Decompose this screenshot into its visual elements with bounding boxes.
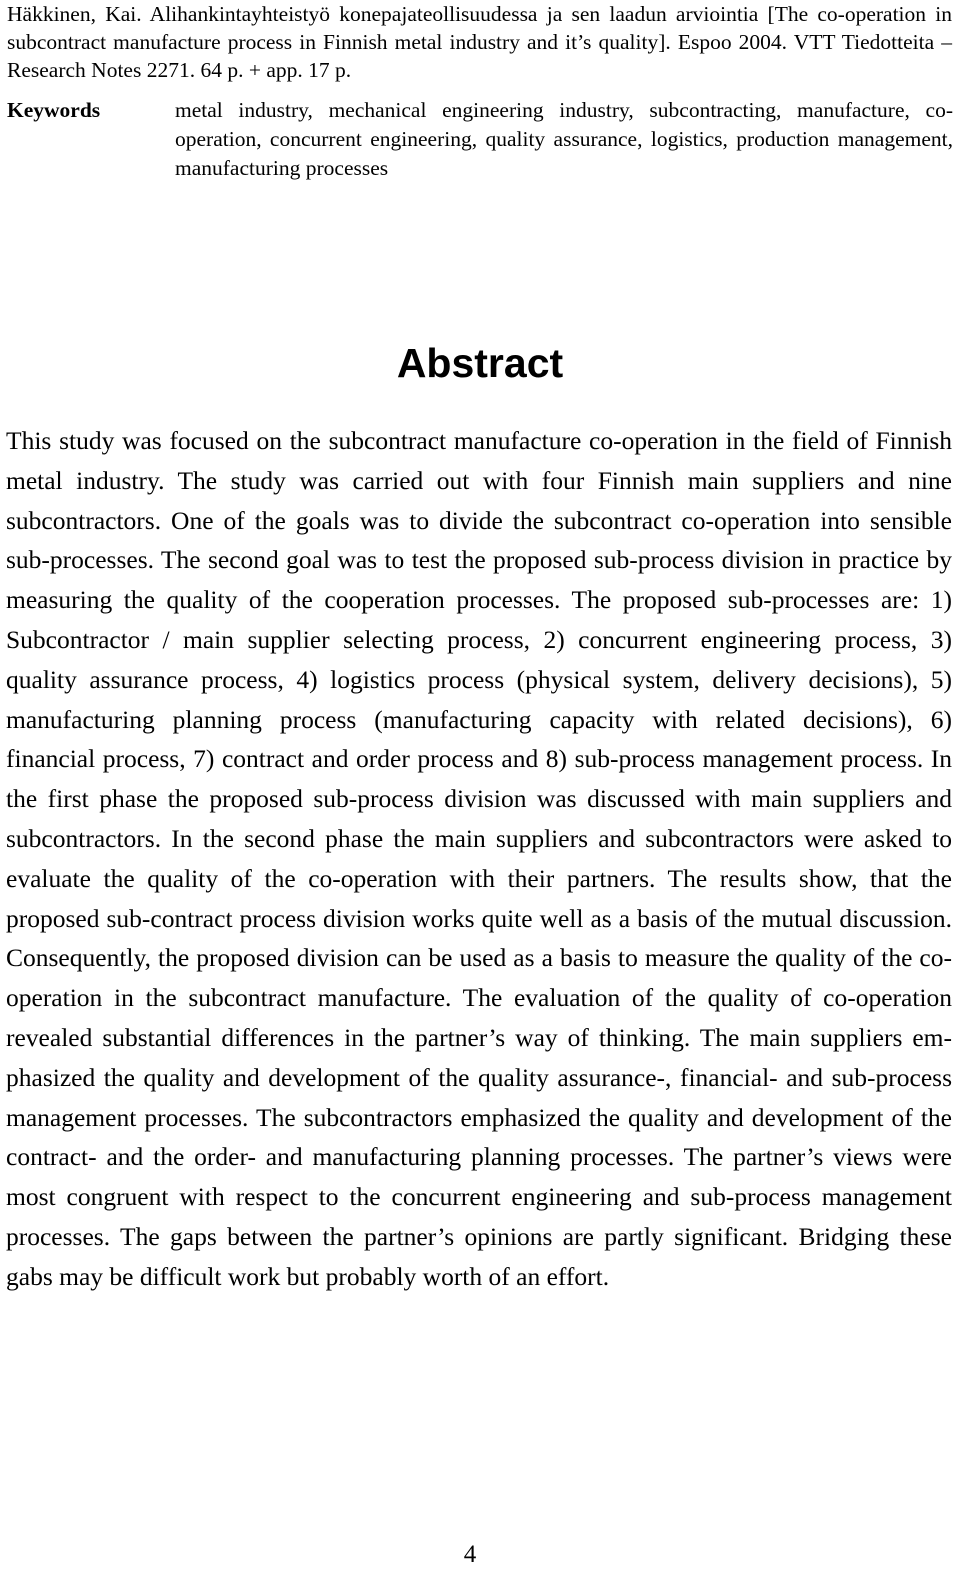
abstract-body: This study was focused on the subcontract manufacture co-operation in the field of Finnish metal industry. The study was carried out with four Finnish main suppliers and nine subcontractors. One of the goals was to divide the subcontract co-operation into sensible sub-processes. The second goal was to test the proposed sub-process division in practice by measuring the quality of the cooperation processes. The proposed sub-processes are: 1) Subcontractor / main supplier selecting process, 2) concurrent engineering process, 3) quality assurance process, 4) logistics process (physical system, delivery decisions), 5) manufacturing planning process (manufacturing capacity with related decisions), 6) financial process, 7) contract and order process and 8) sub-process management process. In the first phase the proposed sub-process division was discussed with main suppliers and subcontractors. In the second phase the main suppliers and subcontractors were asked to evaluate the quality of the co-operation with their partners. The results show, that the proposed sub-contract process division works quite well as a basis of the mutual discussion. Consequently, the proposed division can be used as a basis to measure the quality of the co-operation in the subcontract manufacture. The evaluation of the quality of co-operation revealed substantial differences in the partner’s way of thinking. The main suppliers emphasized the quality and development of the quality assurance-, financial- and sub-process management processes. The subcontractors emphasized the quality and development of the contract- and the order- and manufacturing planning processes. The partner’s views were most congruent with respect to the concurrent engineering and sub-process management processes. The gaps between the partner’s opinions are partly significant. Bridging these gabs may be difficult work but probably worth of an effort.	[6, 426, 952, 1291]
keywords-block	[7, 96, 952, 186]
abstract-heading: Abstract	[396, 340, 564, 386]
bibliographic-citation: Häkkinen, Kai. Alihankintayhteistyö konepajateollisuudessa ja sen laadun arviointia [The co-operation in subcontract manufacture process in Finnish metal industry and it’s quality]. Espoo 2004. VTT Tiedotteita – Research Notes 2271. 64 p. + app. 17 p.	[7, 2, 952, 82]
page-number: 4	[463, 1541, 477, 1568]
keywords-label: Keywords	[7, 98, 101, 122]
keywords-text: metal industry, mechanical engineering industry, subcontracting, manufacture, co-operation, concurrent engineering, quality assurance, logistics, production management, manufacturing processes	[175, 98, 953, 180]
